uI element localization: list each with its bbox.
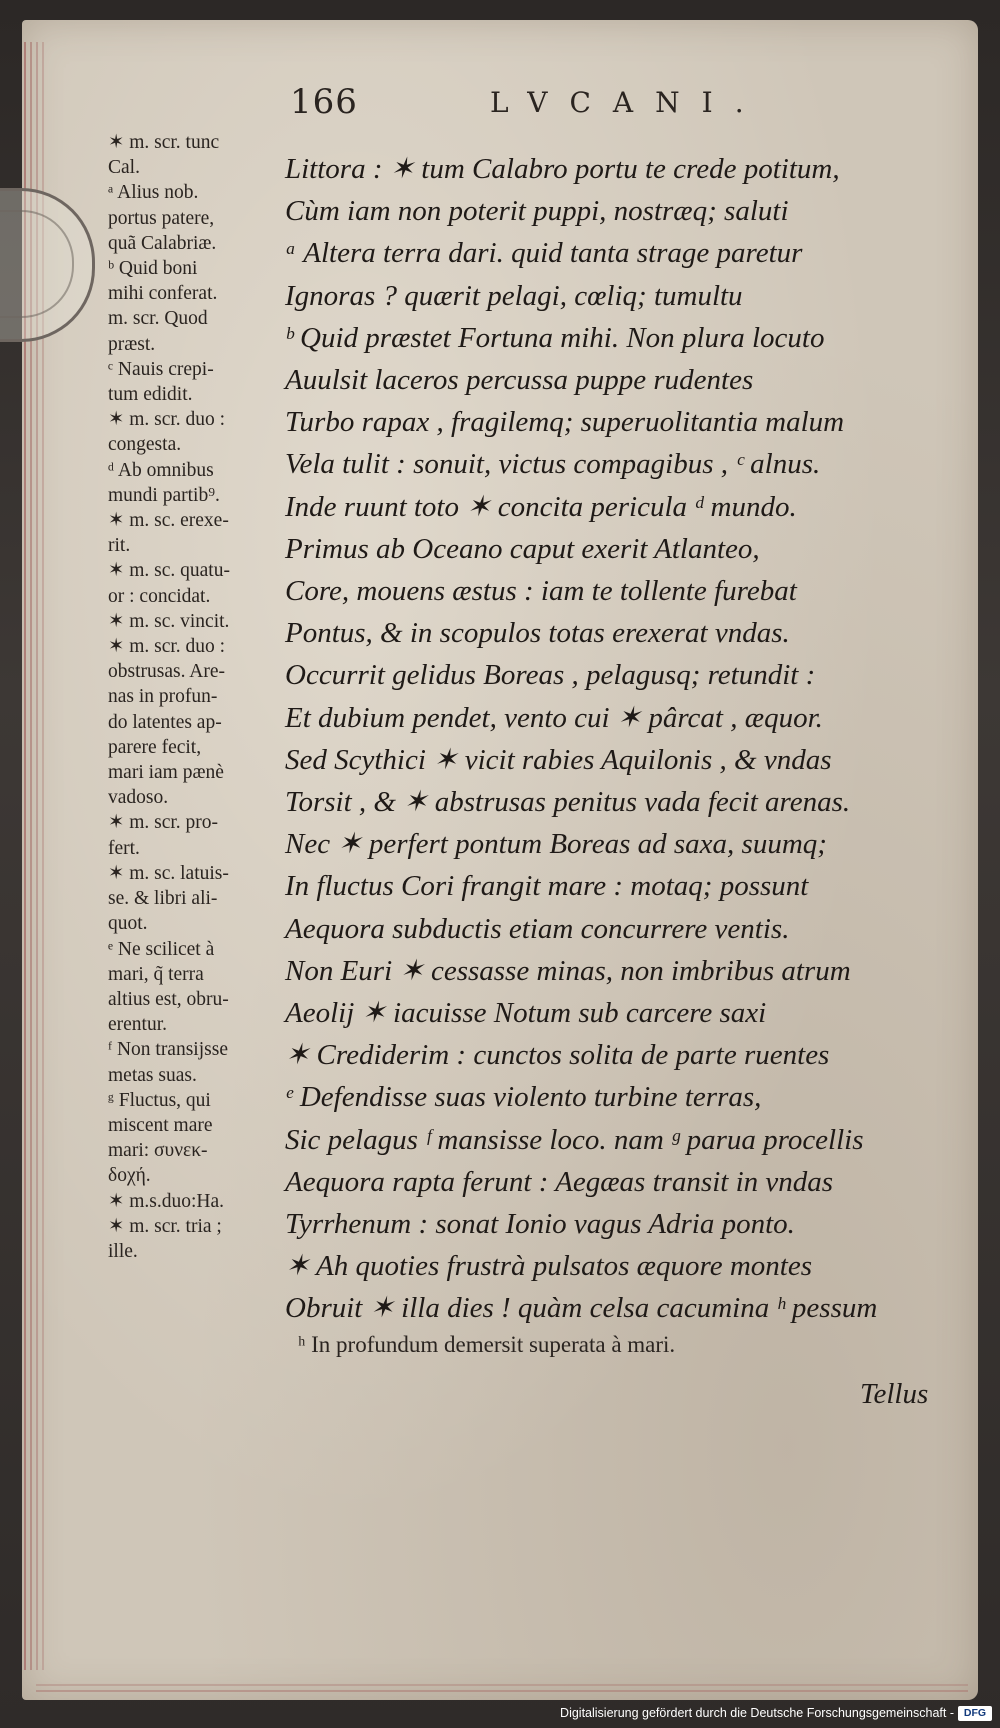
verse-line: ✶ Crediderim : cunctos solita de parte ruentes: [285, 1039, 830, 1072]
marginal-note-line: mundi partib⁹.: [108, 484, 220, 506]
verse-line: Et dubium pendet, vento cui ✶ pârcat , æquor.: [285, 701, 823, 734]
marginal-note-line: ✶ m. sc. erexe-: [108, 510, 229, 532]
marginal-note-line: congesta.: [108, 434, 182, 456]
verse-text: [285, 148, 950, 1330]
verse-line: Aequora subductis etiam concurrere ventis.: [285, 912, 790, 945]
marginal-note-line: ᵃ Alius nob.: [108, 182, 199, 204]
marginal-note-line: mari, q̃ terra: [108, 963, 204, 985]
verse-line: Vela tulit : sonuit, victus compagibus , ᶜ alnus.: [285, 448, 821, 481]
marginal-note-line: altius est, obru-: [108, 988, 229, 1010]
marginal-note-line: parere fecit,: [108, 736, 202, 758]
verse-line: ᵃ Altera terra dari. quid tanta strage paretur: [285, 237, 803, 270]
verse-line: Inde ruunt toto ✶ concita pericula ᵈ mundo.: [285, 490, 797, 523]
verse-line: Sed Scythici ✶ vicit rabies Aquilonis , & vndas: [285, 743, 832, 776]
page-number: 166: [290, 82, 358, 122]
marginal-note-line: ᵇ Quid boni: [108, 258, 198, 280]
marginal-note-line: ᵉ Ne scilicet à: [108, 938, 215, 960]
marginal-note-line: or : concidat.: [108, 585, 211, 607]
marginal-note-line: ✶ m. sc. latuis-: [108, 862, 229, 884]
marginal-note-line: obstrusas. Are-: [108, 661, 225, 683]
marginal-note-line: ᵈ Ab omnibus: [108, 459, 214, 481]
marginal-note-line: erentur.: [108, 1014, 168, 1036]
marginal-note-line: miscent mare: [108, 1114, 213, 1136]
verse-line: Aeolij ✶ iacuisse Notum sub carcere saxi: [285, 997, 767, 1030]
marginal-note-line: ᶠ Non transijsse: [108, 1039, 228, 1061]
marginal-note-line: ✶ m. scr. duo :: [108, 409, 226, 431]
marginal-note-line: mari: συνεκ-: [108, 1140, 208, 1162]
marginal-note-line: fert.: [108, 837, 140, 859]
marginal-note-line: ✶ m. scr. tunc: [108, 132, 220, 153]
marginal-note-line: quã Calabriæ.: [108, 232, 217, 254]
page-bottom-edge: [36, 1684, 968, 1686]
verse-line: Core, mouens æstus : iam te tollente furebat: [285, 575, 797, 608]
verse-line: Sic pelagus ᶠ mansisse loco. nam ᵍ parua procellis: [285, 1123, 864, 1156]
verse-line: Nec ✶ perfert pontum Boreas ad saxa, suumq;: [285, 828, 827, 861]
marginal-note-line: δοχή.: [108, 1165, 151, 1187]
marginal-note-line: mihi conferat.: [108, 283, 218, 305]
verse-line: Obruit ✶ illa dies ! quàm celsa cacumina ʰ pessum: [285, 1292, 878, 1325]
verse-line: Occurrit gelidus Boreas , pelagusq; retundit :: [285, 659, 816, 692]
marginal-note-line: do latentes ap-: [108, 711, 222, 733]
page-bottom-edge: [36, 1690, 968, 1692]
dfg-logo: DFG: [958, 1706, 992, 1721]
verse-line: Torsit , & ✶ abstrusas penitus vada fecit arenas.: [285, 786, 851, 819]
verse-line: Littora : ✶ tum Calabro portu te crede potitum,: [285, 153, 840, 185]
verse-line: Non Euri ✶ cessasse minas, non imbribus atrum: [285, 954, 851, 987]
digitization-credit: Digitalisierung gefördert durch die Deutsche Forschungsgemeinschaft -: [560, 1706, 954, 1720]
verse-line: Primus ab Oceano caput exerit Atlanteo,: [285, 532, 760, 565]
marginal-note-line: vadoso.: [108, 787, 169, 809]
verse-line: Turbo rapax , fragilemq; superuolitantia malum: [285, 406, 845, 439]
marginal-note-line: ✶ m.s.duo:Ha.: [108, 1190, 225, 1212]
verse-line: Tyrrhenum : sonat Ionio vagus Adria ponto.: [285, 1208, 795, 1241]
marginal-note-line: quot.: [108, 913, 148, 935]
verse-line: ᵉ Defendisse suas violento turbine terras,: [285, 1081, 762, 1114]
marginal-note-line: se. & libri ali-: [108, 888, 218, 910]
page-header: [290, 82, 770, 122]
marginal-note-line: m. scr. Quod: [108, 308, 208, 330]
marginal-note-line: ᶜ Nauis crepi-: [108, 358, 214, 380]
marginal-note-line: ✶ m. scr. duo :: [108, 636, 226, 658]
marginal-note-line: portus patere,: [108, 207, 215, 229]
marginal-note-line: metas suas.: [108, 1064, 197, 1086]
verse-line: Aequora rapta ferunt : Aegæas transit in vndas: [285, 1165, 834, 1198]
verse-line: Pontus, & in scopulos totas erexerat vndas.: [285, 617, 790, 650]
marginal-note-line: ✶ m. sc. quatu-: [108, 560, 230, 582]
catchword: Tellus: [860, 1378, 929, 1410]
marginal-note-line: ✶ m. scr. pro-: [108, 812, 219, 834]
marginal-note-line: præst.: [108, 333, 156, 355]
verse-line: Cùm iam non poterit puppi, nostræq; saluti: [285, 195, 789, 228]
marginal-note-line: mari iam pænè: [108, 762, 224, 784]
marginal-notes: [108, 130, 283, 1264]
verse-line: ✶ Ah quoties frustrà pulsatos æquore montes: [285, 1250, 812, 1283]
verse-line: Ignoras ? quærit pelagi, cœliq; tumultu: [285, 279, 743, 312]
marginal-note-line: ✶ m. scr. tria ;: [108, 1215, 222, 1237]
marginal-note-line: ᵍ Fluctus, qui: [108, 1089, 211, 1111]
verse-line: Auulsit laceros percussa puppe rudentes: [285, 364, 754, 397]
running-title: LVCANI.: [490, 86, 766, 119]
footnote: ʰ In profundum demersit superata à mari.: [298, 1332, 676, 1357]
marginal-note-line: tum edidit.: [108, 384, 193, 406]
verse-line: ᵇ Quid præstet Fortuna mihi. Non plura locuto: [285, 321, 825, 354]
marginal-note-line: rit.: [108, 535, 131, 557]
marginal-note-line: ille.: [108, 1240, 138, 1262]
marginal-note-line: Cal.: [108, 157, 140, 179]
verse-line: In fluctus Cori frangit mare : motaq; possunt: [285, 870, 809, 903]
marginal-note-line: nas in profun-: [108, 686, 218, 708]
marginal-note-line: ✶ m. sc. vincit.: [108, 610, 230, 632]
